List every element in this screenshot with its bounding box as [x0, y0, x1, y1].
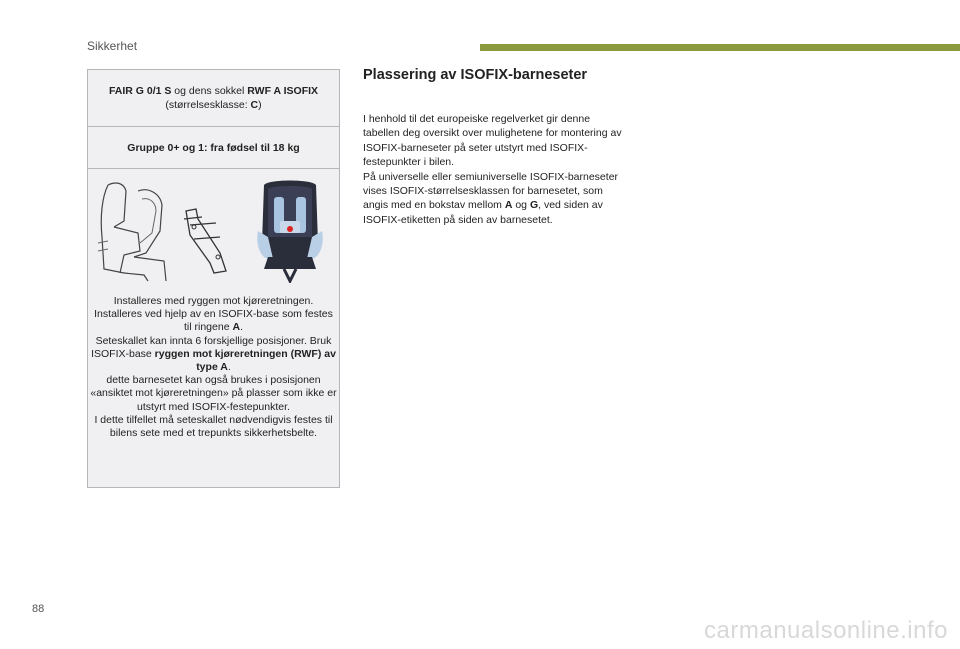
seat-model-name: FAIR G 0/1 S	[108, 85, 172, 97]
table-title-cell	[88, 70, 339, 127]
desc-text: Installeres ved hjelp av en ISOFIX-base som festes til ringene	[94, 308, 333, 334]
desc-text: .	[240, 321, 243, 334]
isofix-base-drawing	[180, 205, 232, 275]
section-body	[363, 112, 625, 227]
class-letter-g: G	[529, 199, 539, 212]
desc-text: Seteskallet kan innta 6 forskjellige posisjoner. Bruk ISOFIX-base	[91, 334, 332, 360]
class-letter-a: A	[504, 199, 513, 212]
desc-line: Installeres med ryggen mot kjøreretningen.	[113, 295, 314, 307]
weight-group-cell: Gruppe 0+ og 1: fra fødsel til 18 kg	[88, 127, 339, 169]
site-watermark: carmanualsonline.info	[704, 617, 948, 644]
paragraph: I henhold til det europeiske regelverket gir denne tabellen deg oversikt over mulighetene for montering av ISOFIX-barneseter på seter utstyrt med ISOFIX-festepunkter i bilen.	[363, 113, 622, 169]
desc-line: I dette tilfellet må seteskallet nødvendigvis festes til bilens sete med et trepunkts sikkerhetsbelte.	[94, 413, 333, 440]
paragraph-text: , ved siden av ISOFIX-etiketten på siden av barnesetet.	[363, 199, 603, 226]
ring-label: A	[232, 321, 241, 334]
desc-line: dette barnesetet kan også brukes i posisjonen «ansiktet mot kjøreretningen» på plasser som ikke er utstyrt med ISOFIX-festepunkter.	[90, 374, 337, 413]
base-type-label: ryggen mot kjøreretningen (RWF) av type A	[154, 347, 336, 374]
paragraph-text: og	[512, 199, 530, 212]
desc-text: .	[227, 361, 231, 374]
title-text: (størrelsesklasse:	[165, 99, 251, 111]
desc-line	[90, 335, 337, 375]
table-content-cell	[88, 169, 339, 440]
child-seat-table	[87, 69, 340, 488]
base-model-name: RWF A ISOFIX	[247, 85, 319, 97]
section-title: Plassering av ISOFIX-barneseter	[363, 67, 588, 83]
paragraph-text: På universelle eller semiuniverselle ISOFIX-barneseter vises ISOFIX-størrelsesklassen for barnesetet, som angis med en bokstav mellom	[363, 170, 619, 212]
title-text: )	[258, 99, 262, 111]
car-seat-outline-drawing	[94, 177, 170, 283]
car-seat-photo	[254, 177, 326, 283]
header-accent-bar	[480, 44, 960, 51]
page-number: 88	[32, 603, 45, 615]
seat-illustration	[94, 177, 333, 285]
paragraph	[363, 170, 625, 228]
section-header: Sikkerhet	[87, 39, 138, 53]
title-text: og dens sokkel	[171, 85, 248, 97]
desc-line	[90, 308, 337, 334]
size-class: C	[250, 99, 259, 111]
seat-description	[88, 295, 339, 440]
